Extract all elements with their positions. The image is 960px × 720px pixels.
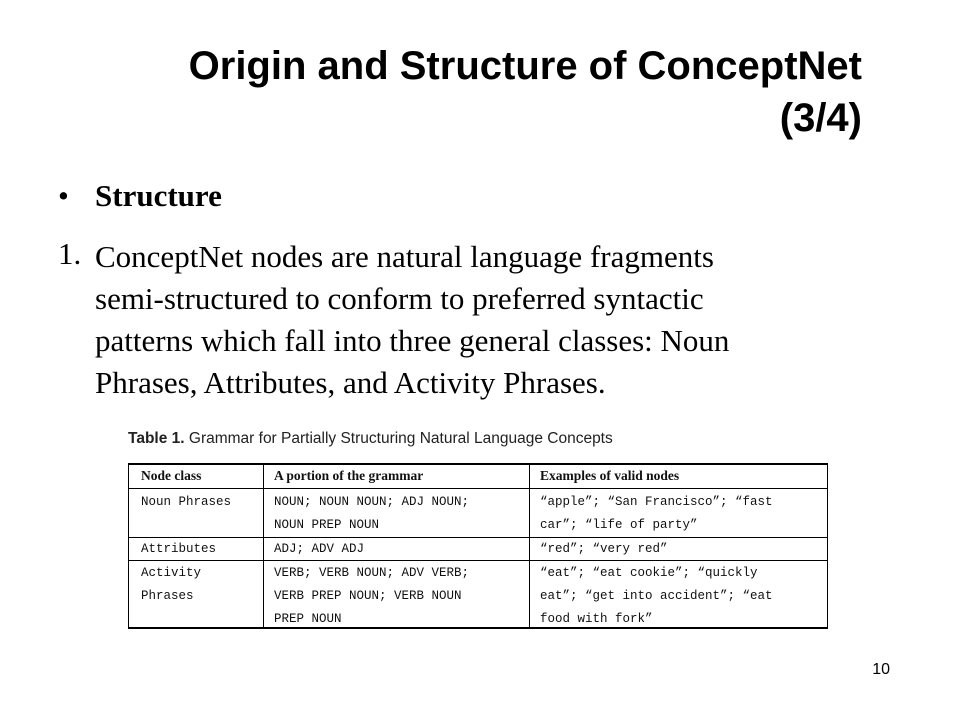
- bullet-dot-icon: •: [58, 178, 69, 213]
- bullet-label: Structure: [95, 178, 222, 213]
- grammar-table: [128, 463, 828, 629]
- table-col-rule: [263, 463, 264, 629]
- table-cell: [274, 491, 469, 537]
- item-number: 1.: [58, 236, 82, 271]
- table-caption-label: Table 1.: [128, 430, 185, 447]
- table-col-rule: [128, 463, 129, 629]
- table-header-cell: A portion of the grammar: [274, 468, 424, 483]
- table-col-rule: [827, 463, 828, 629]
- item-line: Phrases, Attributes, and Activity Phrases.: [95, 365, 606, 400]
- table-cell: [540, 562, 773, 631]
- table-cell-line: Noun Phrases: [141, 495, 232, 509]
- table-cell-line: “red”; “very red”: [540, 542, 668, 556]
- item-line: patterns which fall into three general classes: Noun: [95, 323, 730, 358]
- slide-title: [90, 40, 862, 144]
- item-text: [95, 236, 895, 404]
- item-line: semi-structured to conform to preferred syntactic: [95, 281, 704, 316]
- table-cell-line: eat”; “get into accident”; “eat: [540, 589, 773, 603]
- table-cell-line: “eat”; “eat cookie”; “quickly: [540, 566, 758, 580]
- table-cell-line: Phrases: [141, 589, 194, 603]
- table-cell: [141, 562, 201, 608]
- table-caption-text: Grammar for Partially Structuring Natural Language Concepts: [184, 430, 613, 447]
- table-cell-line: food with fork”: [540, 612, 653, 626]
- page-number: 10: [872, 661, 890, 678]
- table-cell: [274, 562, 469, 631]
- table-cell-line: “apple”; “San Francisco”; “fast: [540, 495, 773, 509]
- table-rule-row: [128, 560, 828, 561]
- table-cell-line: car”; “life of party”: [540, 518, 698, 532]
- table-cell: [141, 491, 231, 514]
- table-col-rule: [529, 463, 530, 629]
- table-rule-top: [128, 463, 828, 465]
- table-header-cell: Examples of valid nodes: [540, 468, 680, 483]
- table-cell: [540, 491, 773, 537]
- table-cell-line: Attributes: [141, 542, 217, 556]
- table-caption: [128, 430, 613, 448]
- item-line: ConceptNet nodes are natural language fragments: [95, 239, 714, 274]
- table-cell: [141, 538, 216, 561]
- table-cell-line: PREP NOUN: [274, 612, 342, 626]
- table-rule-row: [128, 537, 828, 538]
- table-header-cell: Node class: [141, 468, 202, 483]
- table-cell-line: NOUN PREP NOUN: [274, 518, 380, 532]
- slide-title-line-1: Origin and Structure of ConceptNet: [188, 44, 862, 88]
- table-cell-line: Activity: [141, 566, 202, 580]
- table-cell-line: VERB; VERB NOUN; ADV VERB;: [274, 566, 470, 580]
- slide-title-line-2: (3/4): [779, 96, 862, 140]
- table-cell: [540, 538, 668, 561]
- table-cell: [274, 538, 364, 561]
- bullet-item: [58, 178, 222, 214]
- table-cell-line: ADJ; ADV ADJ: [274, 542, 365, 556]
- table-cell-line: VERB PREP NOUN; VERB NOUN: [274, 589, 462, 603]
- table-cell-line: NOUN; NOUN NOUN; ADJ NOUN;: [274, 495, 470, 509]
- table-rule-header: [128, 488, 828, 489]
